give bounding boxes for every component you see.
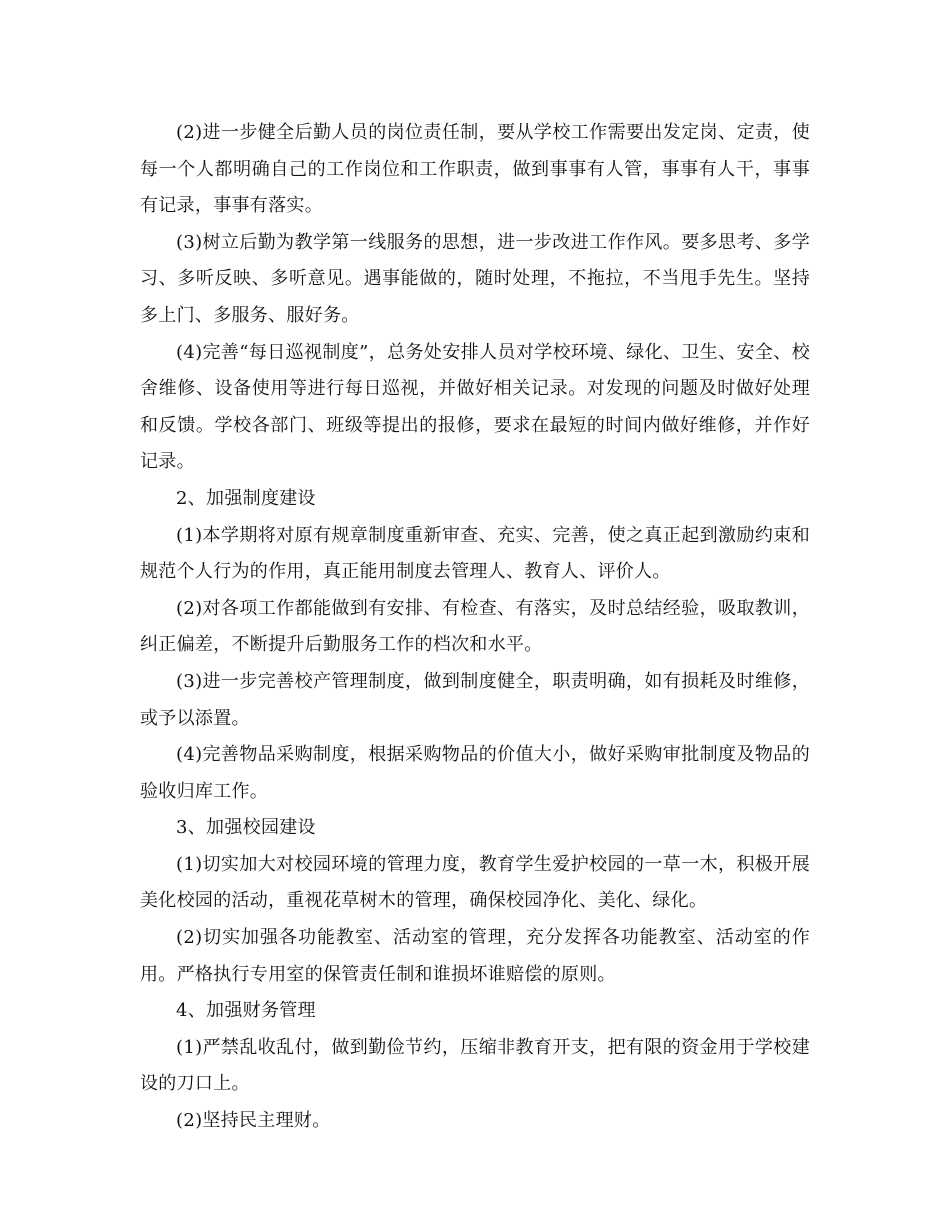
paragraph-post-responsibility: (2)进一步健全后勤人员的岗位责任制，要从学校工作需要出发定岗、定责，使每一个人都明确自己的工作岗位和工作职责，做到事事有人管，事事有人干，事事有记录，事事有落实。 — [140, 122, 810, 217]
section-heading-system-building: 2、加强制度建设 — [176, 487, 316, 509]
paragraph-classroom-management: (2)切实加强各功能教室、活动室的管理，充分发挥各功能教室、活动室的作用。严格执行专用室的保管责任制和谁损坏谁赔偿的原则。 — [140, 927, 810, 985]
paragraph-spending-control: (1)严禁乱收乱付，做到勤俭节约，压缩非教育开支，把有限的资金用于学校建设的刀口上。 — [140, 1036, 810, 1095]
paragraph-asset-management: (3)进一步完善校产管理制度，做到制度健全，职责明确，如有损耗及时维修，或予以添置。 — [140, 670, 810, 729]
document-body — [140, 115, 810, 1140]
paragraph-rules-review: (1)本学期将对原有规章制度重新审查、充实、完善，使之真正起到激励约束和规范个人行为的作用，真正能用制度去管理人、教育人、评价人。 — [140, 524, 810, 583]
section-heading-campus-building: 3、加强校园建设 — [176, 817, 316, 839]
paragraph-daily-inspection: (4)完善“每日巡视制度”，总务处安排人员对学校环境、绿化、卫生、安全、校舍维修、设备使用等进行每日巡视，并做好相关记录。对发现的问题及时做好处理和反馈。学校各部门、班级等提出的报修，要求在最短的时间内做好维修，并作好记录。 — [140, 341, 810, 473]
paragraph-work-arrangement: (2)对各项工作都能做到有安排、有检查、有落实，及时总结经验，吸取教训，纠正偏差，不断提升后勤服务工作的档次和水平。 — [140, 597, 810, 656]
paragraph-procurement: (4)完善物品采购制度，根据采购物品的价值大小，做好采购审批制度及物品的验收归库工作。 — [140, 744, 810, 802]
section-heading-finance: 4、加强财务管理 — [176, 1000, 316, 1022]
paragraph-service-attitude: (3)树立后勤为教学第一线服务的思想，进一步改进工作作风。要多思考、多学习、多听反映、多听意见。遇事能做的，随时处理，不拖拉，不当甩手先生。坚持多上门、多服务、服好务。 — [140, 231, 810, 326]
paragraph-democratic-finance: (2)坚持民主理财。 — [176, 1110, 331, 1132]
paragraph-campus-environment: (1)切实加大对校园环境的管理力度，教育学生爱护校园的一草一木，积极开展美化校园的活动，重视花草树木的管理，确保校园净化、美化、绿化。 — [140, 853, 810, 912]
